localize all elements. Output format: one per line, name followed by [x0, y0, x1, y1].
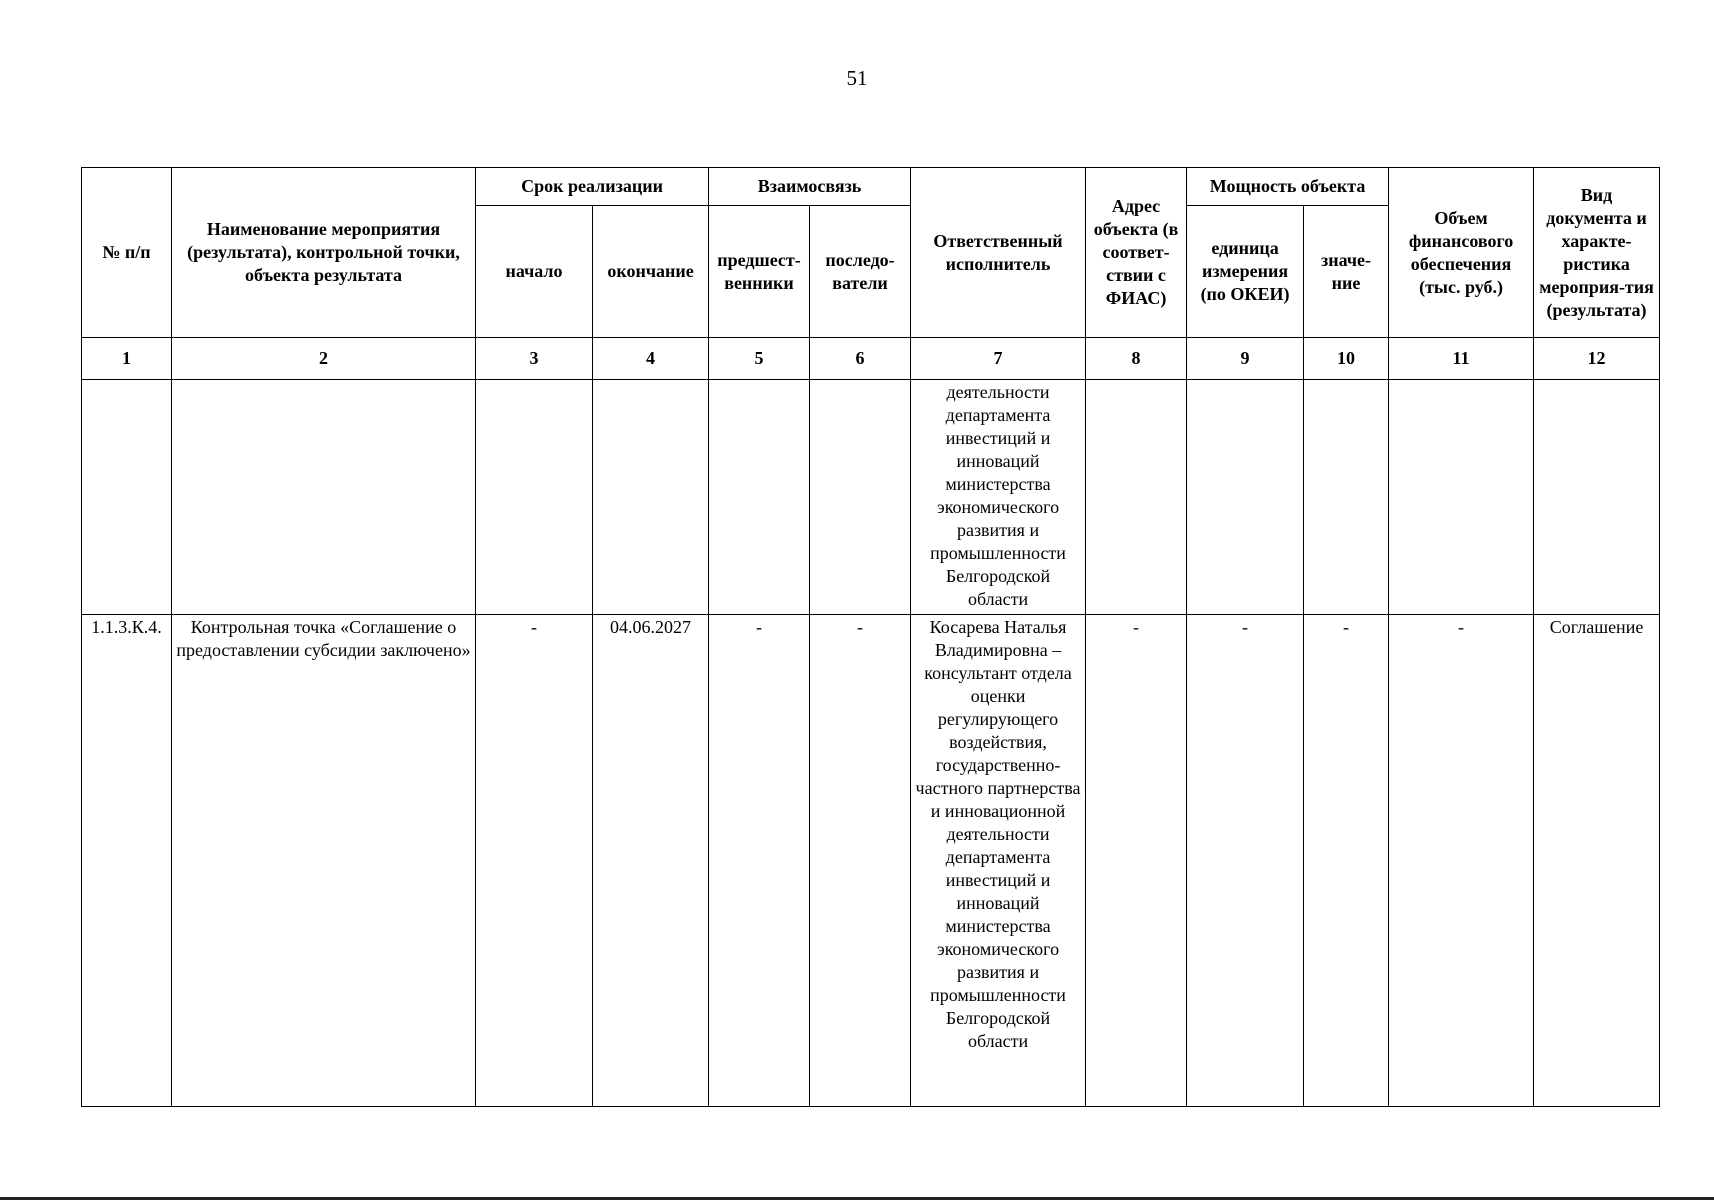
header-cap-value: значе-ние [1304, 206, 1389, 338]
column-number: 7 [911, 338, 1086, 380]
header-term-start: начало [476, 206, 593, 338]
plan-table [81, 167, 1660, 1107]
header-responsible: Ответственный исполнитель [911, 168, 1086, 338]
cell-responsible-continued: деятельности департамента инвестиций и инноваций министерства экономического развития и промышленности Белгородской области [911, 380, 1086, 615]
header-term-group: Срок реализации [476, 168, 709, 206]
cell-empty [82, 380, 172, 615]
header-doc-type: Вид документа и характе-ристика мероприя-тия (результата) [1534, 168, 1660, 338]
column-number: 5 [709, 338, 810, 380]
cell-empty [1389, 380, 1534, 615]
header-link-next: последо-ватели [810, 206, 911, 338]
cell-empty [810, 380, 911, 615]
header-term-end: окончание [593, 206, 709, 338]
cell-next: - [810, 615, 911, 1107]
column-number: 11 [1389, 338, 1534, 380]
header-name: Наименование мероприятия (результата), контрольной точки, объекта результата [172, 168, 476, 338]
cell-prev: - [709, 615, 810, 1107]
cell-num: 1.1.3.К.4. [82, 615, 172, 1107]
column-number-row [82, 338, 1660, 380]
column-number: 2 [172, 338, 476, 380]
table-row-continued [82, 380, 1660, 615]
cell-finance: - [1389, 615, 1534, 1107]
cell-empty [1086, 380, 1187, 615]
cell-empty [709, 380, 810, 615]
column-number: 6 [810, 338, 911, 380]
cell-empty [1534, 380, 1660, 615]
column-number: 4 [593, 338, 709, 380]
column-number: 12 [1534, 338, 1660, 380]
header-row-top [82, 168, 1660, 206]
cell-empty [593, 380, 709, 615]
table-row [82, 615, 1660, 1107]
column-number: 3 [476, 338, 593, 380]
header-cap-unit: единица измерения (по ОКЕИ) [1187, 206, 1304, 338]
cell-empty [476, 380, 593, 615]
cell-empty [1187, 380, 1304, 615]
column-number: 8 [1086, 338, 1187, 380]
cell-doc-type: Соглашение [1534, 615, 1660, 1107]
column-number: 9 [1187, 338, 1304, 380]
header-link-group: Взаимосвязь [709, 168, 911, 206]
column-number: 10 [1304, 338, 1389, 380]
cell-empty [172, 380, 476, 615]
header-address: Адрес объекта (в соответ-ствии с ФИАС) [1086, 168, 1187, 338]
header-finance: Объем финансового обеспечения (тыс. руб.) [1389, 168, 1534, 338]
header-capacity-group: Мощность объекта [1187, 168, 1389, 206]
cell-value: - [1304, 615, 1389, 1107]
header-num: № п/п [82, 168, 172, 338]
column-number: 1 [82, 338, 172, 380]
cell-address: - [1086, 615, 1187, 1107]
cell-unit: - [1187, 615, 1304, 1107]
cell-end: 04.06.2027 [593, 615, 709, 1107]
cell-name: Контрольная точка «Соглашение о предоставлении субсидии заключено» [172, 615, 476, 1107]
header-link-prev: предшест-венники [709, 206, 810, 338]
page-number: 51 [846, 66, 868, 90]
cell-start: - [476, 615, 593, 1107]
cell-responsible: Косарева Наталья Владимировна – консультант отдела оценки регулирующего воздействия, государственно-частного партнерства и инновационной деятельности департамента инвестиций и инноваций министерства экономического развития и промышленности Белгородской области [911, 615, 1086, 1107]
cell-empty [1304, 380, 1389, 615]
